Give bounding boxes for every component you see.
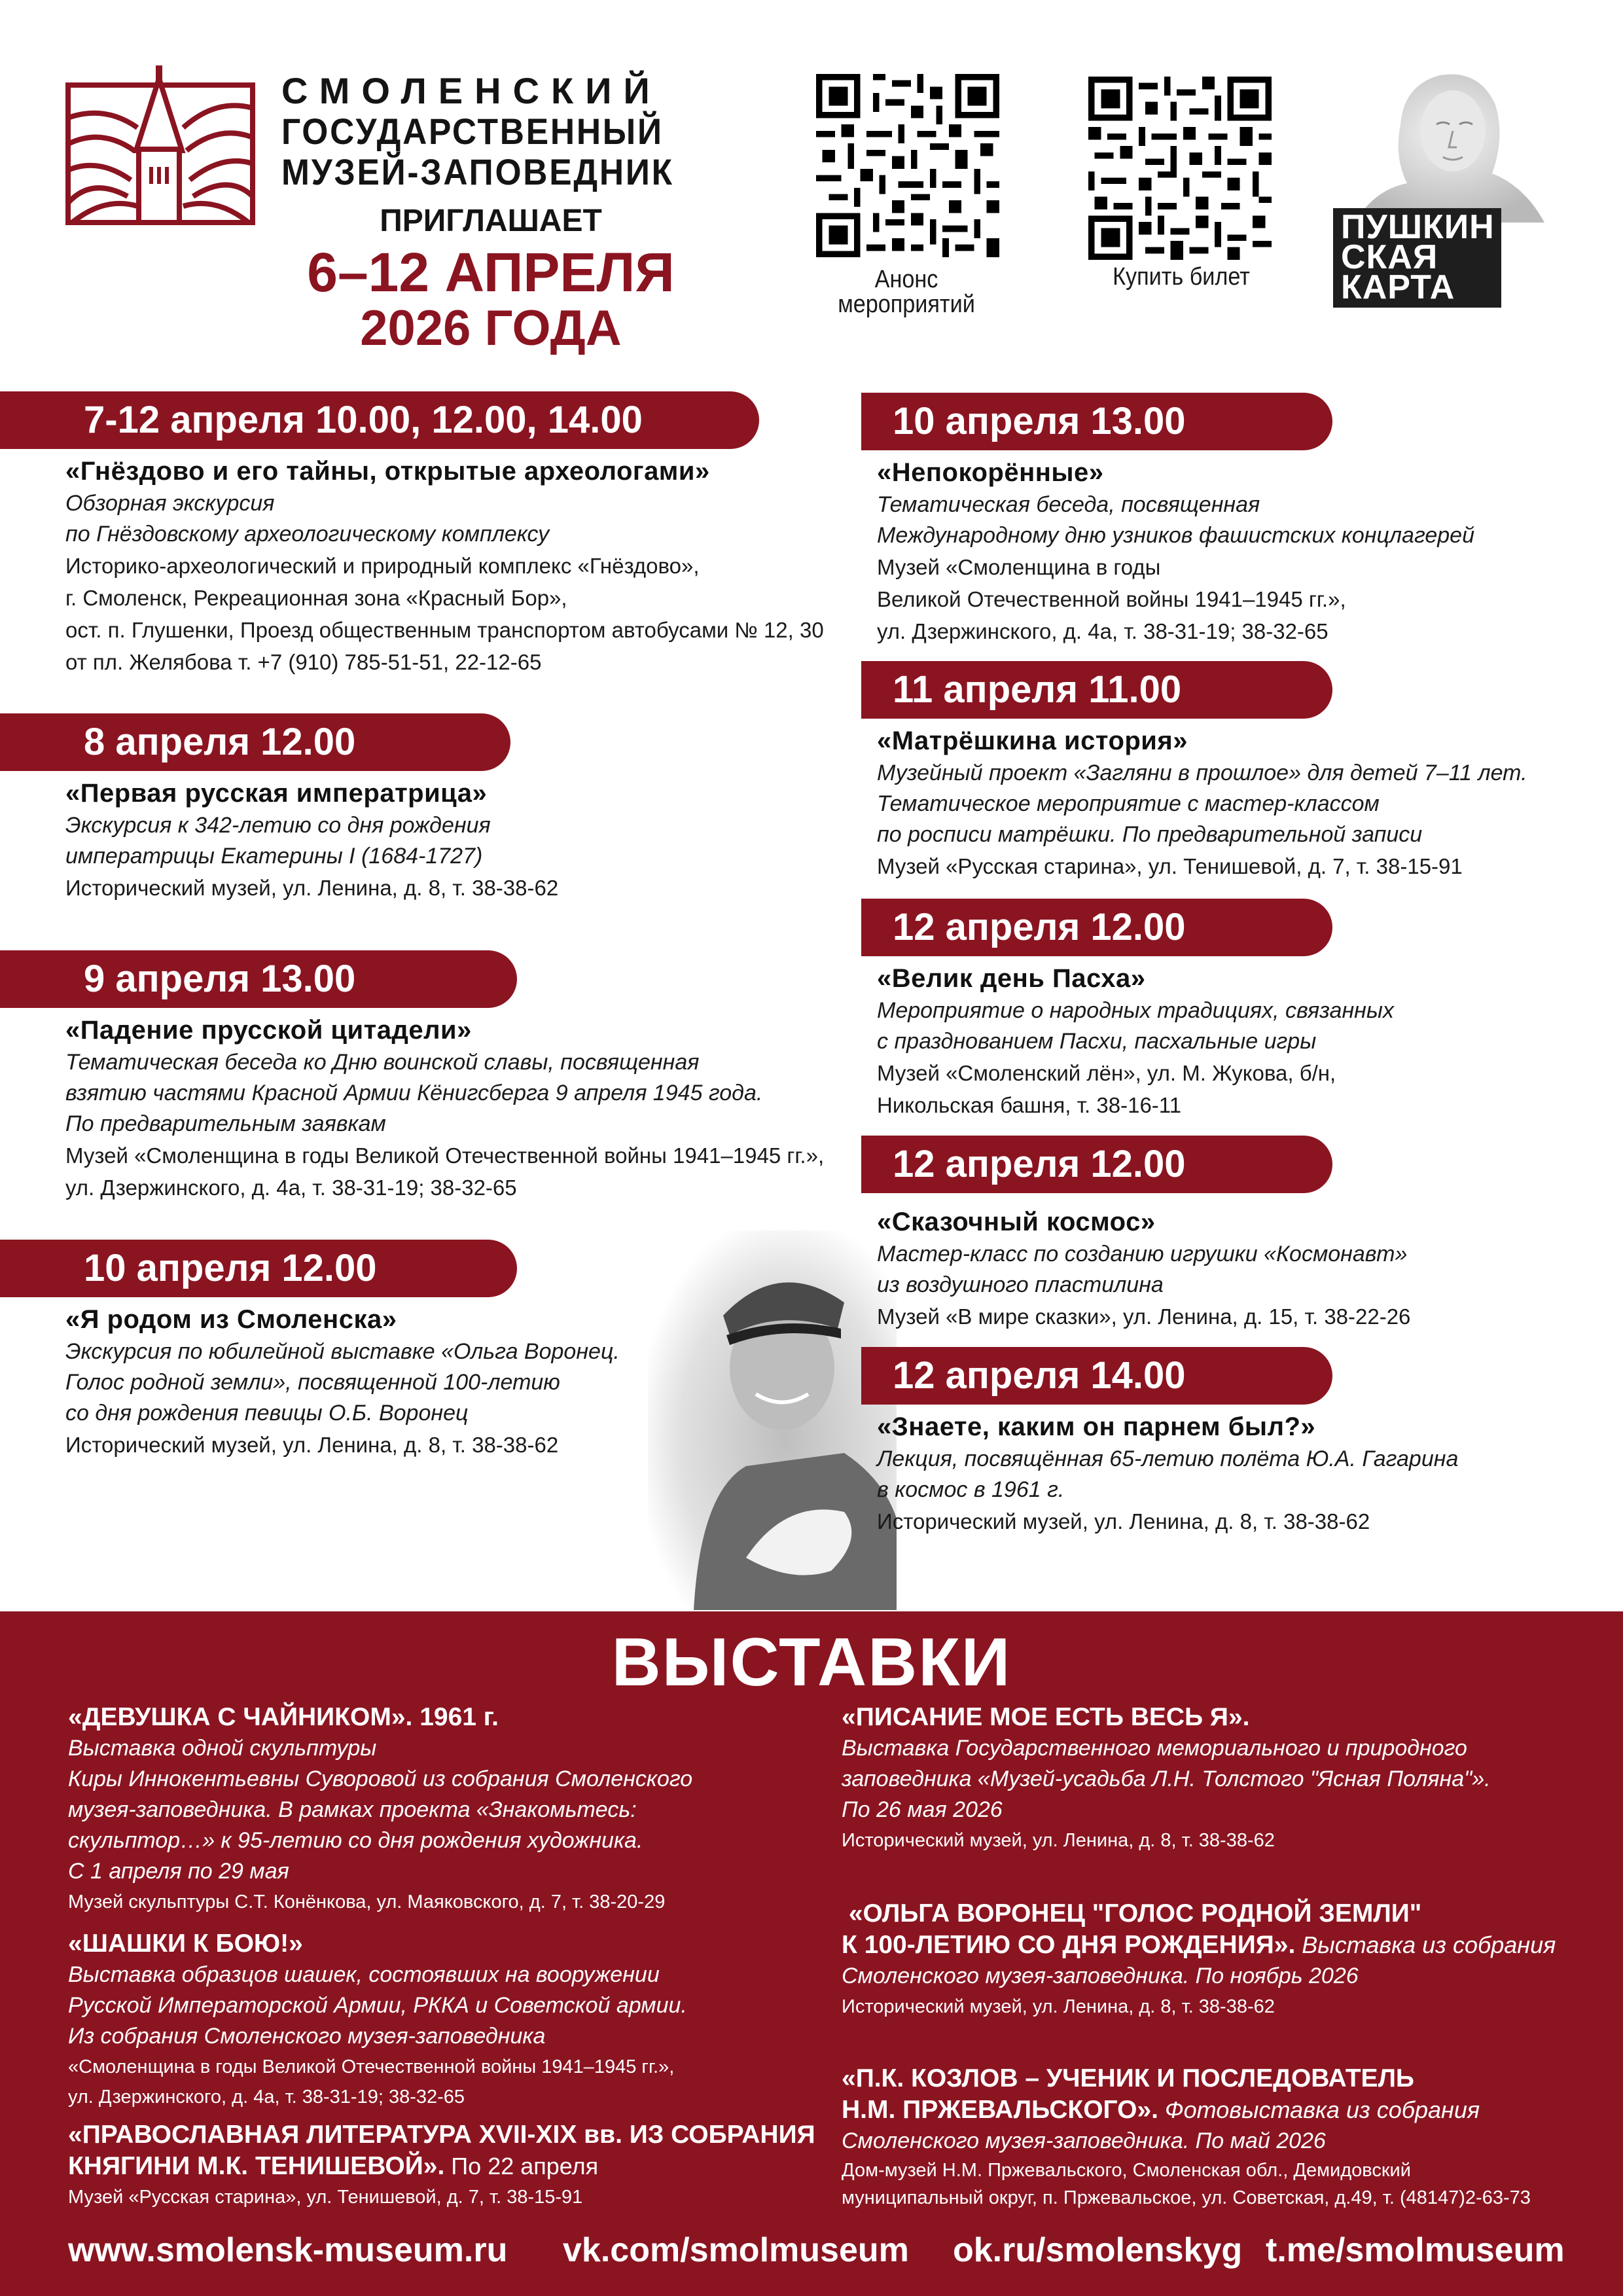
event-card	[877, 393, 1623, 647]
qr-label-line: мероприятий	[838, 291, 975, 318]
event-card	[65, 391, 851, 678]
exhibition-description: Выставка Государственного мемориального и природного	[842, 1736, 1467, 1761]
event-description: Лекция, посвящённая 65-летию полёта Ю.А. Гагарина	[877, 1446, 1459, 1471]
exhibition-description: Выставка одной скульптуры	[68, 1736, 377, 1761]
exhibition-title: «ПРАВОСЛАВНАЯ ЛИТЕРАТУРА XVII-XIX вв. ИЗ СОБРАНИЯ	[68, 2121, 815, 2149]
exhibition-address: Музей скульптуры С.Т. Конёнкова, ул. Маяковского, д. 7, т. 38-20-29	[68, 1892, 666, 1912]
event-address: Никольская башня, т. 38-16-11	[877, 1093, 1182, 1117]
exhibition-item	[68, 1928, 687, 2112]
pushkin-card-line: СКАЯ	[1341, 238, 1438, 276]
qr-label-announcements	[804, 267, 1010, 317]
exhibition-description: С 1 апреля по 29 мая	[68, 1859, 289, 1884]
exhibition-item	[842, 1702, 1491, 1856]
exhibition-address: Исторический музей, ул. Ленина, д. 8, т. 38-38-62	[842, 1830, 1275, 1851]
event-date-bar: 12 апреля 12.00	[861, 1136, 1332, 1193]
event-description: по Гнёздовскому археологическому комплексу	[65, 522, 550, 547]
exhibition-address: муниципальный округ, п. Пржевальское, ул. Советская, д.49, т. (48147)2-63-73	[842, 2187, 1531, 2208]
exhibition-title: Н.М. ПРЖЕВАЛЬСКОГО».	[842, 2096, 1158, 2124]
event-address: Музей «Смоленский лён», ул. М. Жукова, б/н,	[877, 1061, 1336, 1085]
event-description: с празднованием Пасхи, пасхальные игры	[877, 1029, 1317, 1054]
exhibition-address: Исторический музей, ул. Ленина, д. 8, т. 38-38-62	[842, 1996, 1275, 2017]
event-address: ул. Дзержинского, д. 4а, т. 38-31-19; 38-32-65	[877, 619, 1329, 643]
exhibition-description: Киры Иннокентьевны Суворовой из собрания Смоленского	[68, 1767, 693, 1791]
event-title: «Матрёшкина история»	[877, 726, 1188, 755]
event-year: 2026 ГОДА	[360, 300, 622, 356]
website-link[interactable]: www.smolensk-museum.ru	[68, 2231, 508, 2269]
exhibition-description: Русской Императорской Армии, РККА и Советской армии.	[68, 1993, 687, 2018]
exhibition-description: Смоленского музея-заповедника. По май 2026	[842, 2128, 1326, 2153]
event-description: взятию частями Красной Армии Кёнигсберга 9 апреля 1945 года.	[65, 1081, 763, 1105]
exhibition-description: скульптор…» к 95-летию со дня рождения художника.	[68, 1828, 643, 1853]
event-description: Голос родной земли», посвященной 100-летию	[65, 1370, 560, 1395]
event-dates: 6–12 АПРЕЛЯ	[307, 242, 675, 303]
event-description: в космос в 1961 г.	[877, 1477, 1065, 1502]
event-date-bar: 10 апреля 13.00	[861, 393, 1332, 450]
exhibition-title-line	[68, 2151, 815, 2182]
event-card	[877, 899, 1623, 1121]
organization-name	[281, 71, 700, 192]
event-card	[877, 1136, 1623, 1333]
event-date-bar: 10 апреля 12.00	[0, 1240, 517, 1297]
org-line-2: ГОСУДАРСТВЕННЫЙ	[281, 111, 664, 152]
exhibition-title-line	[842, 1929, 1556, 1961]
invite-text: ПРИГЛАШАЕТ	[380, 204, 602, 238]
vk-link[interactable]: vk.com/smolmuseum	[563, 2231, 909, 2269]
event-address: Исторический музей, ул. Ленина, д. 8, т. 38-38-62	[65, 1433, 559, 1457]
event-title: «Я родом из Смоленска»	[65, 1305, 397, 1334]
event-address: ул. Дзержинского, д. 4а, т. 38-31-19; 38-32-65	[65, 1175, 517, 1200]
event-description: Тематическая беседа, посвященная	[877, 492, 1260, 517]
event-title: «Непокорённые»	[877, 458, 1104, 487]
exhibition-title: «П.К. КОЗЛОВ – УЧЕНИК И ПОСЛЕДОВАТЕЛЬ	[842, 2064, 1414, 2092]
event-card	[65, 950, 851, 1204]
pushkin-card-line: КАРТА	[1341, 268, 1455, 306]
ok-link[interactable]: ok.ru/smolenskyg	[953, 2231, 1243, 2269]
event-description: со дня рождения певицы О.Б. Воронец	[65, 1401, 469, 1426]
telegram-link[interactable]: t.me/smolmuseum	[1266, 2231, 1565, 2269]
exhibition-address: Дом-музей Н.М. Пржевальского, Смоленская обл., Демидовский	[842, 2160, 1411, 2181]
qr-code-buy-ticket-icon[interactable]	[1088, 77, 1272, 260]
exhibition-description: Из собрания Смоленского музея-заповедника	[68, 2024, 546, 2049]
exhibition-description: Смоленского музея-заповедника. По ноябрь 2026	[842, 1964, 1359, 1988]
org-line-3: МУЗЕЙ-ЗАПОВЕДНИК	[281, 151, 674, 192]
museum-logo	[65, 65, 255, 229]
event-description: Международному дню узников фашистских концлагерей	[877, 523, 1474, 548]
exhibition-description: Фотовыставка из собрания	[1158, 2096, 1480, 2123]
event-title: «Сказочный космос»	[877, 1208, 1156, 1236]
event-description: Экскурсия к 342-летию со дня рождения	[65, 813, 491, 838]
event-address: г. Смоленск, Рекреационная зона «Красный Бор»,	[65, 586, 567, 610]
event-description: Экскурсия по юбилейной выставке «Ольга Воронец.	[65, 1339, 620, 1364]
event-title: «Гнёздово и его тайны, открытые археологами»	[65, 457, 710, 486]
exhibition-item	[68, 2119, 815, 2212]
exhibition-description: Выставка из собрания	[1295, 1931, 1556, 1958]
exhibition-address: Музей «Русская старина», ул. Тенишевой, д. 7, т. 38-15-91	[68, 2187, 583, 2208]
exhibition-description: музея-заповедника. В рамках проекта «Знакомьтесь:	[68, 1797, 637, 1822]
event-card	[65, 1240, 851, 1461]
event-description: императрицы Екатерины I (1684-1727)	[65, 844, 483, 869]
exhibitions-heading: ВЫСТАВКИ	[611, 1624, 1012, 1700]
org-line-1: СМОЛЕНСКИЙ	[281, 70, 662, 111]
event-description: по росписи матрёшки. По предварительной записи	[877, 822, 1423, 847]
event-description: из воздушного пластилина	[877, 1272, 1164, 1297]
qr-code-announcements-icon[interactable]	[816, 74, 999, 257]
event-date-bar: 8 апреля 12.00	[0, 713, 510, 771]
event-title: «Падение прусской цитадели»	[65, 1016, 472, 1045]
event-description: Музейный проект «Загляни в прошлое» для детей 7–11 лет.	[877, 761, 1527, 785]
exhibition-address: ул. Дзержинского, д. 4а, т. 38-31-19; 38-32-65	[68, 2087, 465, 2108]
event-description: Мастер-класс по созданию игрушки «Космонавт»	[877, 1242, 1408, 1266]
exhibition-item	[842, 1898, 1556, 2022]
qr-label-line: Анонс	[874, 266, 938, 293]
event-address: Музей «Смоленщина в годы Великой Отечественной войны 1941–1945 гг.»,	[65, 1143, 825, 1168]
event-address: Музей «Русская старина», ул. Тенишевой, д. 7, т. 38-15-91	[877, 854, 1463, 878]
event-address: Музей «Смоленщина в годы	[877, 555, 1161, 579]
event-date-bar: 12 апреля 12.00	[861, 899, 1332, 956]
event-description: По предварительным заявкам	[65, 1111, 386, 1136]
exhibition-title: КНЯГИНИ М.К. ТЕНИШЕВОЙ».	[68, 2152, 445, 2180]
exhibition-description: По 26 мая 2026	[842, 1797, 1003, 1822]
event-date-bar: 9 апреля 13.00	[0, 950, 517, 1008]
exhibition-description: заповедника «Музей-усадьба Л.Н. Толстого "Ясная Поляна"».	[842, 1767, 1491, 1791]
event-title: «Первая русская императрица»	[65, 779, 488, 808]
event-address: ост. п. Глушенки, Проезд общественным транспортом автобусами № 12, 30	[65, 618, 824, 642]
event-description: Тематическое мероприятие с мастер-классом	[877, 791, 1380, 816]
event-date-bar: 7-12 апреля 10.00, 12.00, 14.00	[0, 391, 759, 449]
event-date-bar: 12 апреля 14.00	[861, 1347, 1332, 1405]
event-address: Исторический музей, ул. Ленина, д. 8, т. 38-38-62	[65, 876, 559, 900]
exhibition-address: «Смоленщина в годы Великой Отечественной войны 1941–1945 гг.»,	[68, 2056, 675, 2077]
event-description: Тематическая беседа ко Дню воинской славы, посвященная	[65, 1050, 700, 1075]
event-title: «Велик день Пасха»	[877, 964, 1146, 993]
exhibition-title: «ДЕВУШКА С ЧАЙНИКОМ». 1961 г.	[68, 1703, 499, 1731]
event-card	[65, 713, 851, 904]
pushkin-card-line: ПУШКИН	[1341, 208, 1495, 246]
event-title: «Знаете, каким он парнем был?»	[877, 1412, 1316, 1441]
event-card	[877, 661, 1623, 882]
event-description: Обзорная экскурсия	[65, 491, 275, 516]
event-address: Исторический музей, ул. Ленина, д. 8, т. 38-38-62	[877, 1509, 1370, 1534]
event-description: Мероприятие о народных традициях, связанных	[877, 998, 1394, 1023]
event-date-bar: 11 апреля 11.00	[861, 661, 1332, 719]
event-address: от пл. Желябова т. +7 (910) 785-51-51, 22-12-65	[65, 650, 542, 674]
exhibition-title: К 100-ЛЕТИЮ СО ДНЯ РОЖДЕНИЯ».	[842, 1931, 1296, 1959]
exhibition-description: Выставка образцов шашек, состоявших на вооружении	[68, 1962, 660, 1987]
exhibition-dates: По 22 апреля	[444, 2153, 599, 2179]
exhibition-item	[68, 1702, 692, 1917]
footer-links	[0, 2225, 1623, 2275]
exhibition-title: «ПИСАНИЕ МОЕ ЕСТЬ ВЕСЬ Я».	[842, 1703, 1250, 1731]
exhibition-item	[842, 2063, 1531, 2212]
event-card	[877, 1347, 1623, 1537]
qr-label-buy-ticket: Купить билет	[1113, 263, 1250, 291]
event-address: Великой Отечественной войны 1941–1945 гг.»,	[877, 587, 1346, 611]
event-address: Музей «В мире сказки», ул. Ленина, д. 15, т. 38-22-26	[877, 1304, 1411, 1329]
exhibition-title: «ОЛЬГА ВОРОНЕЦ "ГОЛОС РОДНОЙ ЗЕМЛИ"	[842, 1899, 1422, 1928]
exhibition-title-line	[842, 2094, 1531, 2126]
exhibition-title: «ШАШКИ К БОЮ!»	[68, 1929, 303, 1958]
event-address: Историко-археологический и природный комплекс «Гнёздово»,	[65, 554, 700, 578]
pushkin-card-badge[interactable]	[1333, 208, 1501, 308]
